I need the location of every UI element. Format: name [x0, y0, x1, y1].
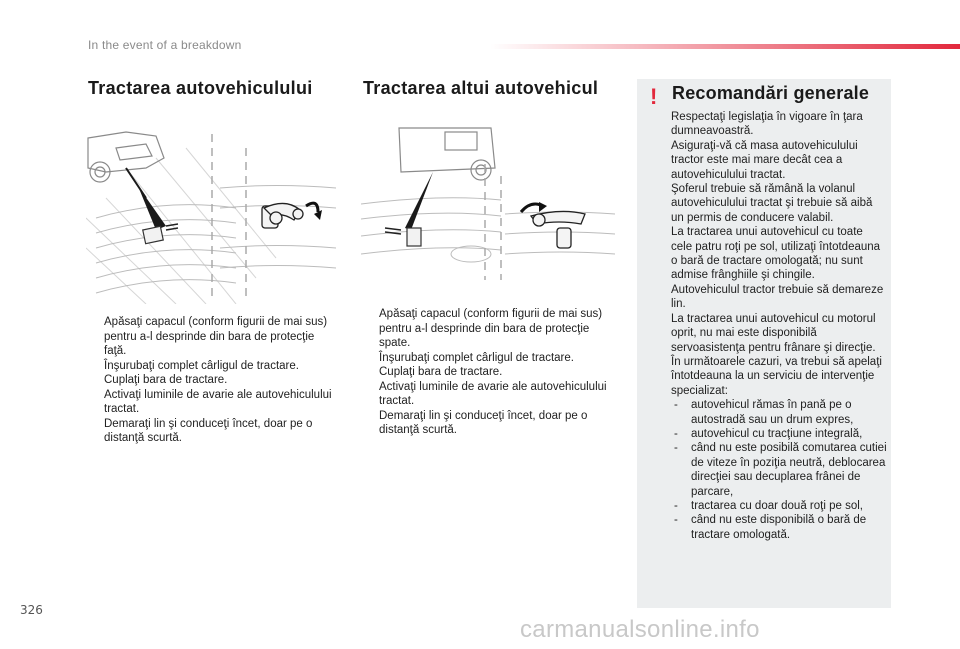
list-item: Activaţi luminile de avarie ale autovehiculului tractat.: [379, 380, 607, 407]
page-number: 326: [20, 603, 43, 617]
header-accent-bar: [490, 44, 960, 49]
section-header: In the event of a breakdown: [88, 38, 242, 52]
paragraph: La tractarea unui autovehicul cu toate cele patru roţi pe sol, utilizaţi întotdeauna o bară de tractare omologată; nu sunt admise frânghiile şi chingile.: [671, 226, 881, 282]
warning-icon: !: [650, 84, 658, 109]
paragraph: Autovehiculul tractor trebuie să demareze lin.: [671, 283, 884, 311]
list-item: Cuplaţi bara de tractare.: [104, 374, 228, 386]
list-item: Înşurubaţi complet cârligul de tractare.: [379, 351, 574, 364]
list-item: - când nu este posibilă comutarea cutiei de viteze în poziţia neutră, deblocarea direcţiei sau decuplarea frânei de parcare,: [674, 442, 887, 498]
rear-towing-title: Tractarea altui autovehicul: [363, 78, 599, 98]
watermark: carmanualsonline.info: [520, 616, 760, 643]
list-item: Înşurubaţi complet cârligul de tractare.: [104, 359, 299, 372]
paragraph: În următoarele cazuri, va trebui să apelaţi întotdeauna la un serviciu de intervenţie specializat:: [671, 355, 882, 397]
list-item: Demaraţi lin şi conduceţi încet, doar pe o distanţă scurtă.: [104, 417, 313, 444]
paragraph: Respectaţi legislaţia în vigoare în ţara dumneavoastră.: [671, 111, 863, 138]
paragraph: La tractarea unui autovehicul cu motorul oprit, nu mai este disponibilă servoasistenţa pentru frânare şi direcţie.: [671, 312, 876, 354]
paragraph: Şoferul trebuie să rămână la volanul autovehiculului tractat şi trebuie să aibă un permis de conducere valabil.: [671, 183, 873, 224]
list-item: Demaraţi lin şi conduceţi încet, doar pe o distanţă scurtă.: [379, 409, 588, 436]
front-towing-steps: [88, 315, 334, 446]
list-item: - când nu este disponibilă o bară de tractare omologată.: [674, 514, 867, 541]
list-item: Apăsaţi capacul (conform figurii de mai sus) pentru a-l desprinde din bara de protecţie faţă.: [104, 316, 328, 357]
rear-towing-steps: [363, 307, 613, 438]
front-towing-illustration: [86, 128, 340, 304]
list-item: - autovehicul rămas în pană pe o autostradă sau un drum expres,: [674, 399, 854, 426]
rear-towing-illustration: [361, 124, 617, 284]
list-item: Activaţi luminile de avarie ale autovehiculului tractat.: [104, 388, 332, 415]
list-item: Apăsaţi capacul (conform figurii de mai sus) pentru a-l desprinde din bara de protecţie spate.: [379, 308, 603, 349]
recommendations-body: [671, 110, 887, 542]
list-item: - tractarea cu doar două roţi pe sol,: [674, 499, 863, 512]
paragraph: Asiguraţi-vă că masa autovehiculului tractor este mai mare decât cea a autovehiculului tractat.: [671, 139, 858, 181]
list-item: - autovehicul cu tracţiune integrală,: [674, 427, 863, 440]
front-towing-title: Tractarea autovehiculului: [88, 78, 313, 98]
list-item: Cuplaţi bara de tractare.: [379, 366, 503, 378]
recommendations-title: Recomandări generale: [672, 83, 870, 103]
